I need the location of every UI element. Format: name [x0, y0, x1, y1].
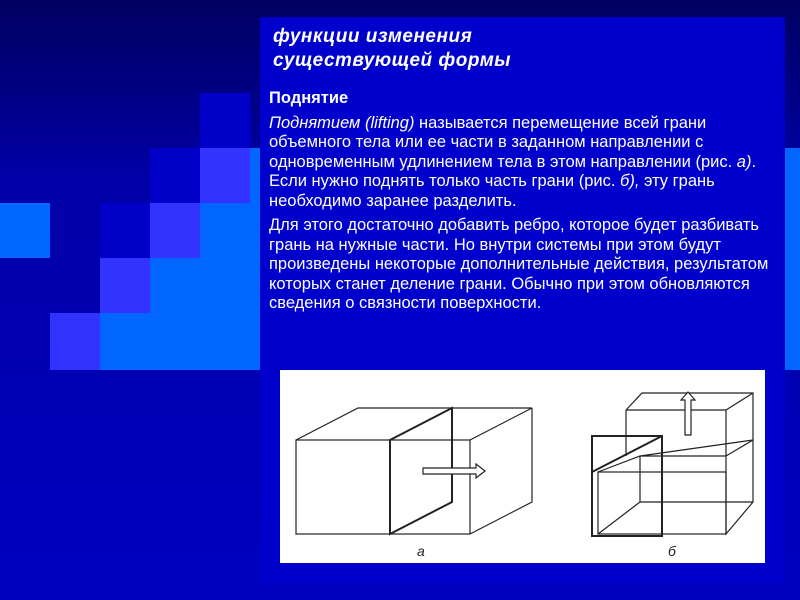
lifting-diagram: [280, 370, 765, 563]
lifting-figure: [280, 370, 765, 563]
paragraph-2: Для этого достаточно добавить ребро, которое будет разбивать грань на нужные части. Но внутри системы при этом будут произведены некоторые дополнительные действия, результатом которых станет деление грани. Обычно при этом обновляются сведения о связности поверхности.: [269, 216, 769, 312]
figure-ref: б),: [620, 172, 640, 190]
decor-square: [150, 258, 260, 313]
slide-title: [273, 25, 511, 73]
text: называется перемещение всей грани объемного тела или ее части в заданном направлении с одновременным удлинением тела в этом направлении (рис.: [269, 113, 737, 171]
decor-square: [100, 258, 150, 313]
slide-body: [269, 89, 779, 319]
paragraph-1: [269, 114, 779, 212]
title-line: функции изменения: [273, 26, 473, 47]
figure-label-a: а: [417, 543, 425, 559]
figure-label-b: б: [668, 543, 676, 559]
text: эту грань необходимо заранее разделить.: [269, 172, 715, 210]
decor-square: [0, 203, 50, 258]
content-panel: [260, 17, 785, 583]
decor-square: [150, 203, 200, 258]
figure-ref: а): [736, 152, 752, 171]
title-line: существующей формы: [273, 50, 511, 71]
decor-square: [150, 148, 200, 203]
arrow-right-icon: [423, 464, 485, 478]
term: Поднятием (lifting): [269, 113, 415, 132]
decor-square: [100, 203, 150, 258]
arrow-up-icon: [681, 392, 695, 435]
figure-a-box: [296, 408, 532, 534]
decor-square: [100, 313, 260, 370]
figure-b-box: [592, 393, 753, 536]
section-heading: Поднятие: [269, 89, 349, 107]
text: . Если нужно поднять только часть грани (рис.: [269, 152, 757, 190]
decor-square: [200, 148, 250, 203]
decor-square: [50, 313, 100, 370]
decor-square: [200, 93, 250, 148]
decor-square: [200, 203, 260, 258]
